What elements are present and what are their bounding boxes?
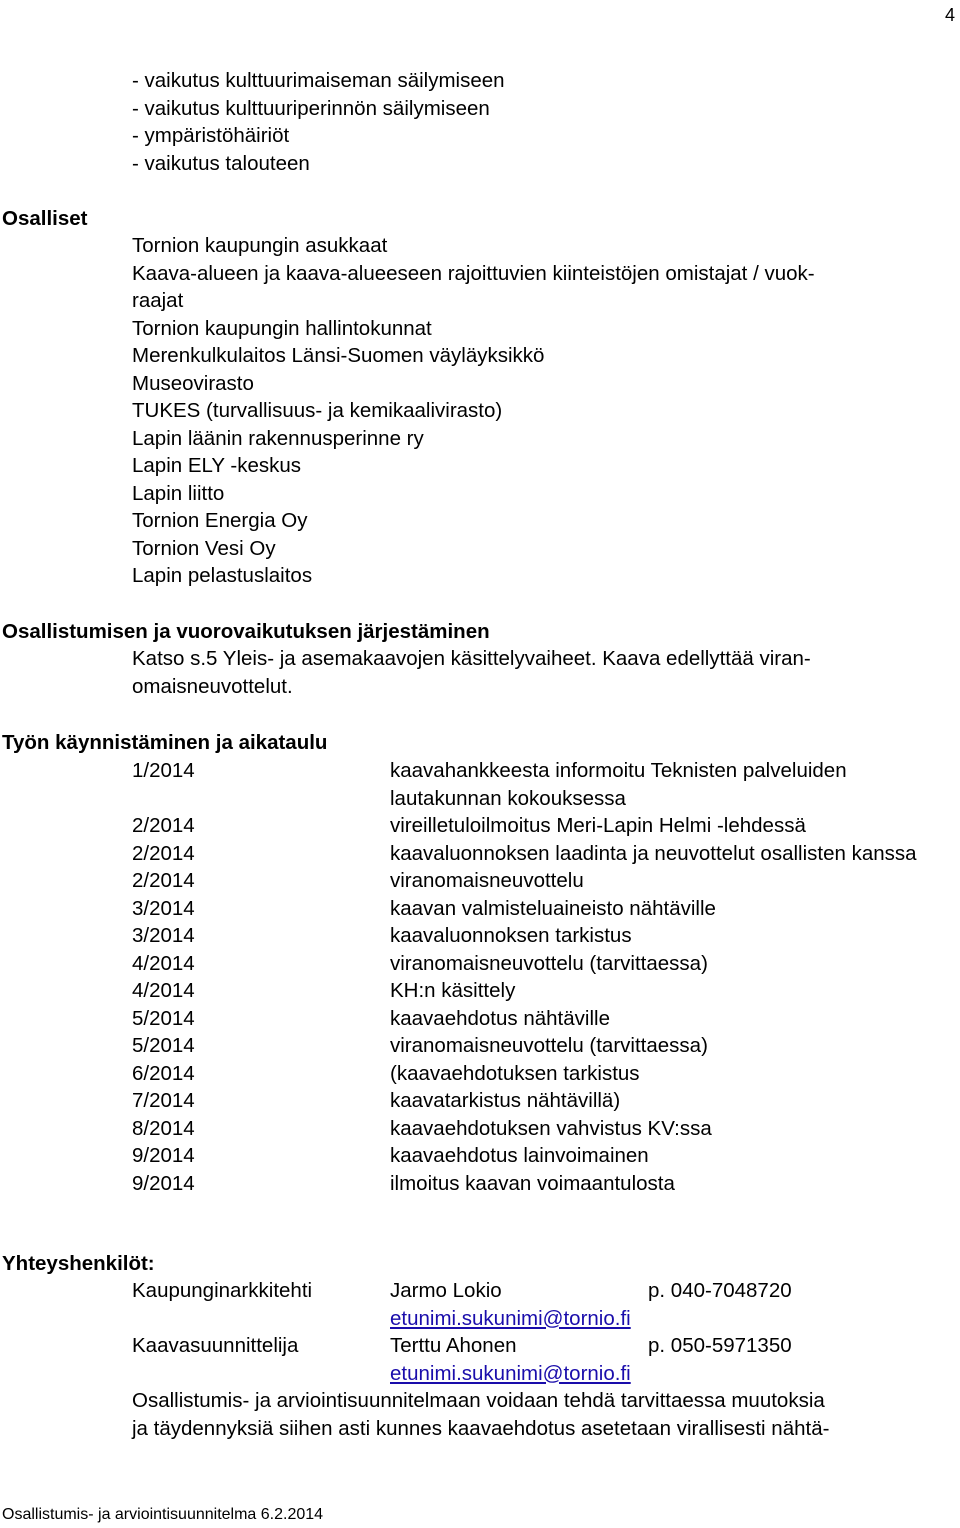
schedule-activity: kaavahankkeesta informoitu Teknisten palveluiden lautakunnan kokouksessa: [390, 759, 847, 810]
schedule-date: 1/2014: [132, 759, 195, 782]
schedule-activity: ilmoitus kaavan voimaantulosta: [390, 1171, 675, 1195]
list-item: Tornion Energia Oy: [132, 509, 308, 532]
schedule-activity: (kaavaehdotuksen tarkistus: [390, 1061, 640, 1085]
contact-title: Kaavasuunnittelija: [132, 1334, 299, 1357]
impact-list: [132, 67, 505, 177]
page-footer: Osallistumis- ja arviointisuunnitelma 6.2.2014: [2, 1506, 324, 1523]
schedule-heading: Työn käynnistäminen ja aikataulu: [2, 731, 328, 754]
schedule-date: 4/2014: [132, 979, 195, 1002]
contact-name: Terttu Ahonen: [390, 1334, 517, 1357]
list-item: Tornion kaupungin asukkaat: [132, 234, 388, 257]
table-row: [132, 922, 930, 950]
list-item: Kaava-alueen ja kaava-alueeseen rajoittuvien kiinteistöjen omistajat / vuok-: [132, 261, 815, 285]
schedule-activity: vireilletuloilmoitus Meri-Lapin Helmi -lehdessä: [390, 814, 806, 837]
contact-row: [132, 1332, 829, 1360]
schedule-date: 3/2014: [132, 896, 195, 920]
schedule-activity: kaavatarkistus nähtävillä): [390, 1089, 621, 1112]
schedule-activity: KH:n käsittely: [390, 979, 516, 1002]
schedule-activity: kaavaehdotuksen vahvistus KV:ssa: [390, 1116, 712, 1140]
table-row: [132, 757, 930, 812]
table-row: [132, 950, 930, 978]
table-row: [132, 812, 930, 840]
list-item: Lapin liitto: [132, 481, 225, 505]
table-row: [132, 867, 930, 895]
table-row: [132, 1142, 930, 1170]
participation-text: [132, 645, 811, 700]
schedule-date: 4/2014: [132, 951, 195, 975]
list-item: Lapin läänin rakennusperinne ry: [132, 426, 424, 450]
schedule-date: 9/2014: [132, 1171, 195, 1195]
contact-row: [132, 1277, 829, 1305]
contacts-heading: Yhteyshenkilöt:: [2, 1252, 155, 1275]
contact-email-row: [132, 1305, 829, 1333]
list-item: - vaikutus kulttuuriperinnön säilymiseen: [132, 96, 490, 120]
list-item: Tornion kaupungin hallintokunnat: [132, 316, 432, 340]
schedule-date: 5/2014: [132, 1034, 195, 1057]
table-row: [132, 1087, 930, 1115]
schedule-date: 2/2014: [132, 869, 195, 892]
list-item: - vaikutus talouteen: [132, 151, 310, 175]
contact-email-link[interactable]: etunimi.sukunimi@tornio.fi: [390, 1306, 631, 1330]
table-row: [132, 1005, 930, 1033]
schedule-date: 6/2014: [132, 1061, 195, 1085]
list-item: - vaikutus kulttuurimaiseman säilymiseen: [132, 69, 505, 92]
schedule-date: 2/2014: [132, 814, 195, 837]
parties-heading: Osalliset: [2, 207, 88, 230]
table-row: [132, 977, 930, 1005]
schedule-activity: kaavaluonnoksen tarkistus: [390, 924, 632, 947]
schedule-date: 5/2014: [132, 1006, 195, 1030]
list-item: Lapin pelastuslaitos: [132, 564, 313, 587]
contact-phone: p. 040-7048720: [648, 1279, 792, 1302]
schedule-activity: kaavan valmisteluaineisto nähtäville: [390, 896, 716, 920]
schedule-table: [132, 757, 930, 1197]
participation-heading: Osallistumisen ja vuorovaikutuksen järjestäminen: [2, 620, 490, 643]
schedule-date: 2/2014: [132, 841, 195, 865]
schedule-date: 3/2014: [132, 924, 195, 947]
list-item: Tornion Vesi Oy: [132, 536, 276, 560]
schedule-activity: kaavaluonnoksen laadinta ja neuvottelut osallisten kanssa: [390, 841, 917, 865]
schedule-date: 7/2014: [132, 1089, 195, 1112]
list-item: TUKES (turvallisuus- ja kemikaalivirasto): [132, 399, 503, 422]
table-row: [132, 1115, 930, 1143]
schedule-activity: viranomaisneuvottelu (tarvittaessa): [390, 951, 708, 975]
page-number: 4: [944, 5, 955, 25]
table-row: [132, 1060, 930, 1088]
list-item: - ympäristöhäiriöt: [132, 124, 290, 147]
parties-list: [132, 232, 815, 590]
schedule-date: 8/2014: [132, 1116, 195, 1140]
paragraph-line: ja täydennyksiä siihen asti kunnes kaavaehdotus asetetaan virallisesti nähtä-: [132, 1416, 830, 1440]
list-item: Museovirasto: [132, 371, 254, 395]
table-row: [132, 895, 930, 923]
contact-phone: p. 050-5971350: [648, 1334, 792, 1357]
contact-name: Jarmo Lokio: [390, 1279, 502, 1302]
paragraph-line: Osallistumis- ja arviointisuunnitelmaan voidaan tehdä tarvittaessa muutoksia: [132, 1389, 825, 1412]
schedule-activity: viranomaisneuvottelu: [390, 869, 584, 892]
table-row: [132, 1170, 930, 1198]
list-item: raajat: [132, 289, 184, 312]
table-row: [132, 1032, 930, 1060]
schedule-date: 9/2014: [132, 1144, 195, 1167]
list-item: Lapin ELY -keskus: [132, 454, 302, 477]
contact-title: Kaupunginarkkitehti: [132, 1279, 313, 1302]
schedule-activity: viranomaisneuvottelu (tarvittaessa): [390, 1034, 708, 1057]
paragraph-line: Katso s.5 Yleis- ja asemakaavojen käsittelyvaiheet. Kaava edellyttää viran-: [132, 647, 811, 670]
contacts-list: [132, 1277, 829, 1442]
contact-email-row: [132, 1360, 829, 1388]
schedule-activity: kaavaehdotus lainvoimainen: [390, 1144, 649, 1167]
table-row: [132, 840, 930, 868]
list-item: Merenkulkulaitos Länsi-Suomen väyläyksikkö: [132, 344, 545, 367]
contact-email-link[interactable]: etunimi.sukunimi@tornio.fi: [390, 1361, 631, 1385]
schedule-activity: kaavaehdotus nähtäville: [390, 1006, 610, 1030]
paragraph-line: omaisneuvottelut.: [132, 674, 293, 698]
